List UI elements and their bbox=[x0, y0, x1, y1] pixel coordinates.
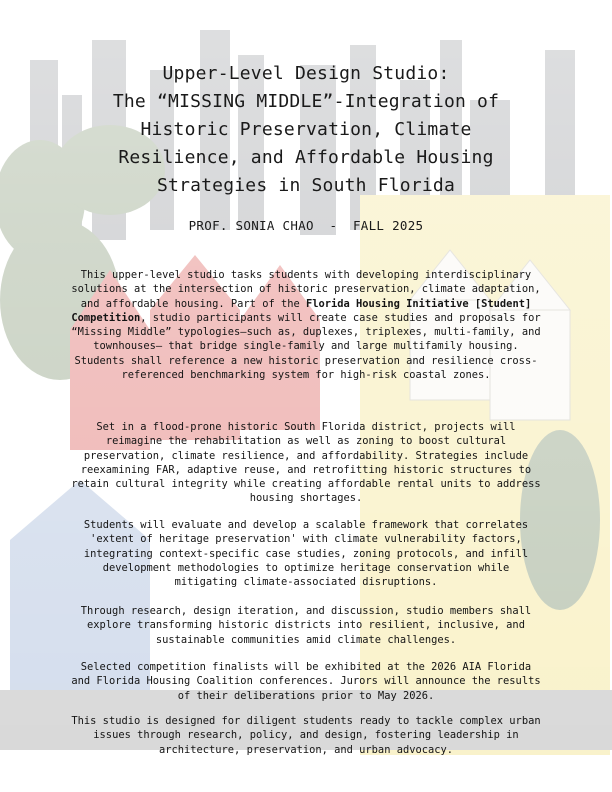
intro-text-post: , studio participants will create case studies and proposals for “Missing Middle” typologies–such as, duplexes, triplexes, multi-family, and townhouses– that bridge single-family and large multifamily housing. Students shall reference a new historic preservation and resilience cross-referenced benchmarking system for high-risk coastal zones. bbox=[71, 311, 541, 382]
title-line: The “MISSING MIDDLE”-Integration of bbox=[112, 91, 500, 112]
paragraph-intro bbox=[70, 268, 542, 382]
professor-name: PROF. SONIA CHAO bbox=[188, 218, 314, 233]
paragraph-audience: This studio is designed for diligent students ready to tackle complex urban issues through research, policy, and design, fostering leadership in architecture, preservation, and urban advocacy. bbox=[71, 715, 541, 756]
intro-text-pre: This upper-level studio tasks students with developing interdisciplinary solutions at the intersection of historic preservation, climate adaptation, and affordable housing. Part of the bbox=[71, 269, 541, 310]
paragraph-exhibition: Selected competition finalists will be exhibited at the 2026 AIA Florida and Florida Housing Coalition conferences. Jurors will announce the results of their deliberations prior to May 2026. bbox=[71, 661, 541, 702]
paragraph-framework: Students will evaluate and develop a scalable framework that correlates 'extent of heritage preservation' with climate vulnerability factors, integrating context-specific case studies, zoning protocols, and infill development methodologies to optimize heritage conservation while mitigating climate-associated disruptions. bbox=[83, 519, 529, 589]
competition-name: Florida Housing Initiative [Student] Competition bbox=[71, 297, 532, 324]
title-line: Strategies in South Florida bbox=[157, 175, 455, 196]
title-line: Historic Preservation, Climate bbox=[140, 119, 472, 140]
title-line: Upper-Level Design Studio: bbox=[162, 63, 450, 84]
byline bbox=[40, 218, 572, 233]
paragraph-research: Through research, design iteration, and discussion, studio members shall explore transforming historic districts into resilient, inclusive, and sustainable communities amid climate challenges. bbox=[80, 605, 532, 646]
byline-separator: - bbox=[329, 218, 338, 233]
page-title bbox=[40, 60, 572, 200]
title-line: Resilience, and Affordable Housing bbox=[118, 147, 494, 168]
term: FALL 2025 bbox=[352, 218, 424, 233]
paragraph-setting: Set in a flood-prone historic South Florida district, projects will reimagine the rehabilitation as well as zoning to boost cultural preservation, climate resilience, and affordability. Strategies include reexamining FAR, adaptive reuse, and retrofitting historic structures to retain cultural integrity while creating affordable rental units to address housing shortages. bbox=[71, 421, 541, 505]
